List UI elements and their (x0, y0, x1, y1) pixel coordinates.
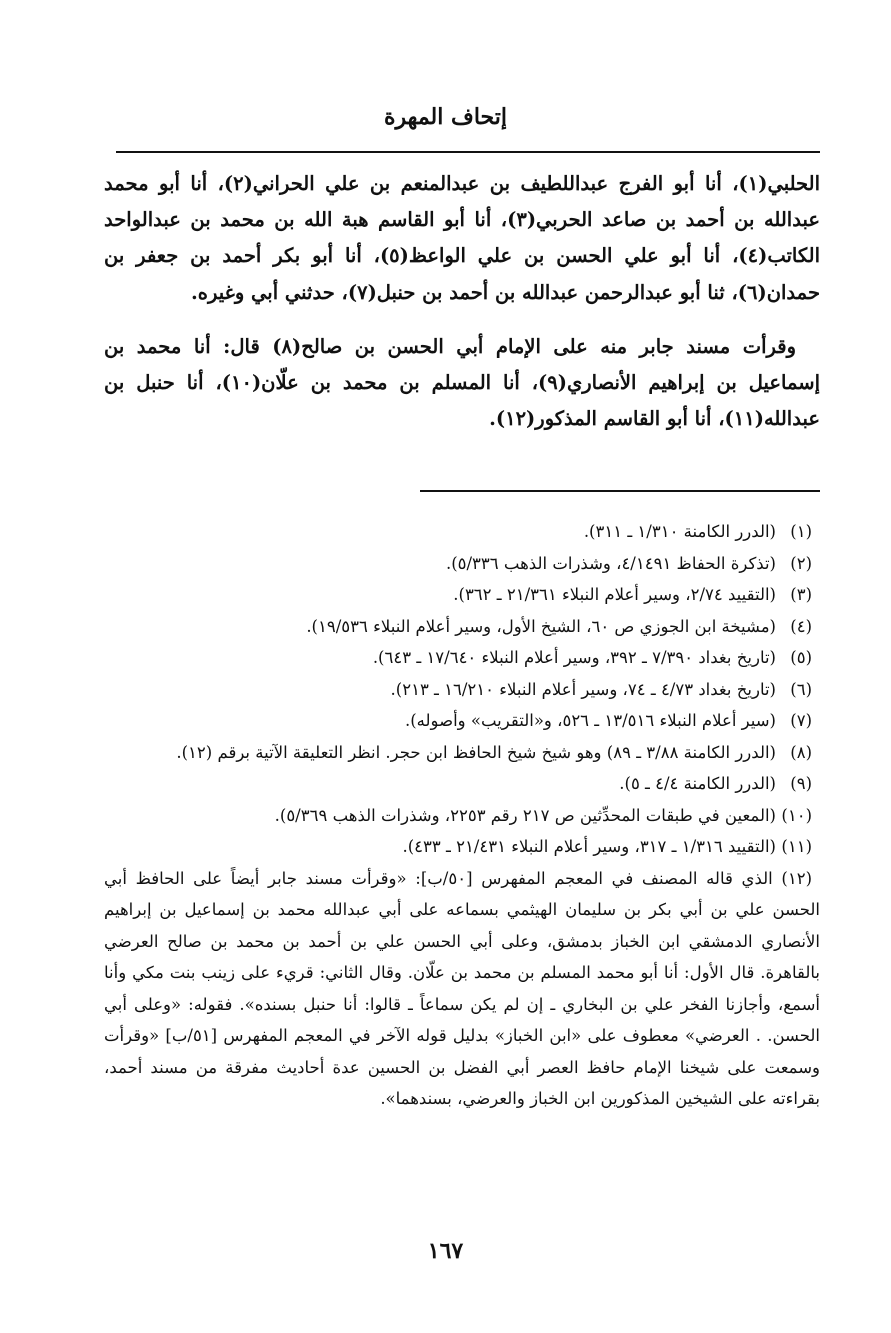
footnote-7 (104, 705, 820, 737)
footnote-text: (التقييد ٢/٧٤، وسير أعلام النبلاء ٢١/٣٦١ ـ ٣٦٢). (453, 585, 776, 604)
footnote-text: (الدرر الكامنة ١/٣١٠ ـ ٣١١). (583, 522, 776, 541)
footnote-text: (تاريخ بغداد ٤/٧٣ ـ ٧٤، وسير أعلام النبلاء ١٦/٢١٠ ـ ٢١٣). (390, 679, 776, 699)
footnote-4 (104, 611, 820, 643)
footnote-text: (تذكرة الحفاظ ٤/١٤٩١، وشذرات الذهب ٥/٣٣٦). (445, 553, 776, 573)
main-paragraph-1: الحلبي(١)، أنا أبو الفرج عبداللطيف بن عبدالمنعم بن علي الحراني(٢)، أنا أبو محمد عبدالله بن أحمد بن صاعد الحربي(٣)، أنا أبو القاسم هبة الله بن محمد بن عبدالواحد الكاتب(٤)، أنا أبو علي الحسن بن علي الواعظ(٥)، أنا أبو بكر أحمد بن جعفر بن حمدان(٦)، ثنا أبو عبدالرحمن عبدالله بن أحمد بن حنبل(٧)، حدثني أبي وغيره. (104, 172, 820, 304)
footnote-text: (التقييد ١/٣١٦ ـ ٣١٧، وسير أعلام النبلاء ٢١/٤٣١ ـ ٤٣٣). (402, 837, 776, 856)
footnote-12 (104, 863, 820, 1115)
footnote-number: (١٠) (781, 805, 812, 825)
footnote-9 (104, 768, 820, 800)
footnote-separator-rule (420, 490, 820, 492)
footnote-number: (٤) (790, 616, 812, 636)
footnote-11 (104, 831, 820, 863)
footnote-6 (104, 674, 820, 706)
footnote-text: الذي قاله المصنف في المعجم المفهرس [٥٠/ب]: «وقرأت مسند جابر أيضاً على الحافظ أبي الحسن علي بن أبي بكر بن سليمان الهيثمي بسماعه على أبي عبدالله محمد بن إسماعيل بن إبراهيم الأنصاري الدمشقي ابن الخباز بدمشق، وعلى أبي الحسن علي بن أحمد بن محمد بن صالح العرضي بالقاهرة. قال الأول: أنا أبو محمد المسلم بن محمد بن علّان. وقال الثاني: قريء على زينب بنت مكي وأنا أسمع، وأجازنا الفخر علي بن البخاري ـ إن لم يكن سماعاً ـ قالوا: أنا حنبل بسنده». فقوله: «وعلى أبي الحسن. . العرضي» معطوف على «ابن الخباز» بدليل قوله الآخر في المعجم المفهرس [٥١/ب] «وقرأت وسمعت على شيخنا الإمام حافظ العصر أبي الفضل بن الحسين عدة أحاديث مفرقة من مسند أحمد، بقراءته على الشيخين المذكورين ابن الخباز والعرضي، بسندهما». (104, 868, 820, 1108)
footnote-10 (104, 800, 820, 832)
footnote-number: (١٢) (781, 868, 813, 888)
footnote-text: (المعين في طبقات المحدِّثين ص ٢١٧ رقم ٢٢٥٣، وشذرات الذهب ٥/٣٦٩). (274, 805, 776, 825)
header-rule (116, 151, 820, 153)
footnote-8 (104, 737, 820, 769)
footnote-number: (٧) (790, 711, 812, 730)
footnote-2 (104, 548, 820, 580)
main-text-block (104, 166, 820, 437)
footnote-number: (٣) (790, 585, 812, 604)
footnote-number: (١) (790, 522, 812, 541)
footnote-3 (104, 579, 820, 611)
footnotes-block (104, 516, 820, 1115)
footnote-text: (تاريخ بغداد ٧/٣٩٠ ـ ٣٩٢، وسير أعلام النبلاء ١٧/٦٤٠ ـ ٦٤٣). (372, 648, 776, 667)
footnote-number: (٦) (790, 679, 812, 699)
page-number: ١٦٧ (427, 1238, 464, 1264)
footnote-number: (٨) (790, 742, 812, 762)
running-title: إتحاف المهرة (384, 104, 507, 130)
footnote-1 (104, 516, 820, 548)
footnote-number: (٩) (790, 774, 812, 793)
footnote-5 (104, 642, 820, 674)
footnote-text: (الدرر الكامنة ٣/٨٨ ـ ٨٩) وهو شيخ شيخ الحافظ ابن حجر. انظر التعليقة الآتية برقم (١٢). (176, 742, 776, 762)
main-paragraph-2: وقرأت مسند جابر منه على الإمام أبي الحسن بن صالح(٨) قال: أنا محمد بن إسماعيل بن إبراهيم الأنصاري(٩)، أنا المسلم بن محمد بن علّان(١٠)، أنا حنبل بن عبدالله(١١)، أنا أبو القاسم المذكور(١٢). (104, 334, 820, 431)
footnote-text: (الدرر الكامنة ٤/٤ ـ ٥). (619, 774, 776, 793)
footnote-number: (٥) (790, 648, 812, 667)
footnote-number: (١١) (781, 837, 812, 856)
footnote-text: (مشيخة ابن الجوزي ص ٦٠، الشيخ الأول، وسير أعلام النبلاء ١٩/٥٣٦). (306, 616, 776, 636)
footnote-text: (سير أعلام النبلاء ١٣/٥١٦ ـ ٥٢٦، و«التقريب» وأصوله). (405, 711, 776, 730)
footnote-number: (٢) (790, 553, 812, 573)
